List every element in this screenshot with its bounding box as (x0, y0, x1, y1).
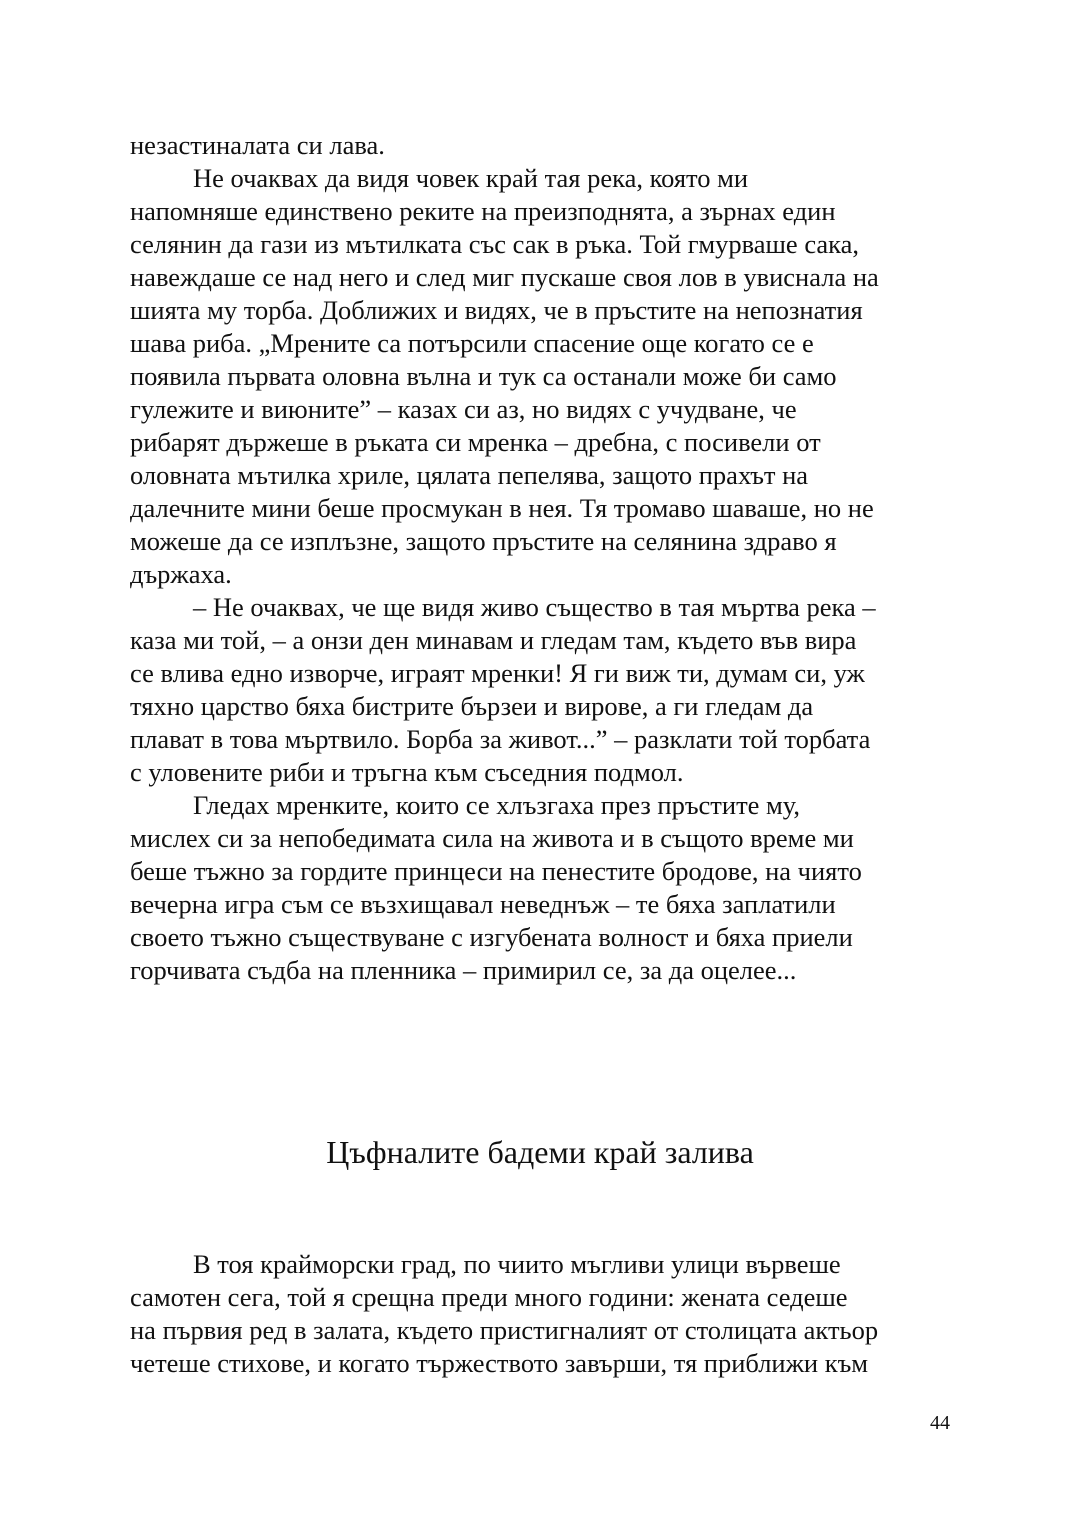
text-line: гулежите и виюните” – казах си аз, но видях с учудване, че (130, 394, 797, 424)
text-line: навеждаше се над него и след миг пускаше своя лов в увиснала на (130, 262, 879, 292)
text-line: рибарят държеше в ръката си мренка – дребна, с посивели от (130, 427, 821, 457)
text-line: можеше да се изплъзне, защото пръстите на селянина здраво я (130, 526, 837, 556)
text-line: вечерна игра съм се възхищавал неведнъж – те бяха заплатили (130, 889, 836, 919)
text-line: своето тъжно съществуване с изгубената волност и бяха приели (130, 922, 853, 952)
text-line: на първия ред в залата, където пристигналият от столицата актьор (130, 1315, 879, 1345)
text-line: Не очаквах да видя човек край тая река, която ми (193, 163, 749, 193)
text-line: с уловените риби и тръгна към съседния подмол. (130, 757, 684, 787)
text-line: каза ми той, – а онзи ден минавам и гледам там, където във вира (130, 625, 857, 655)
page-number: 44 (930, 1412, 950, 1434)
text-line: горчивата съдба на пленника – примирил се, за да оцелее... (130, 955, 797, 985)
text-line: селянин да гази из мътилката със сак в ръка. Той гмурваше сака, (130, 229, 860, 259)
section-title: Цъфналите бадеми край залива (326, 1134, 754, 1170)
text-line: се влива едно изворче, играят мренки! Я ги виж ти, думам си, уж (130, 658, 865, 688)
text-line: самотен сега, той я срещна преди много години: жената седеше (130, 1282, 848, 1312)
text-line: появила първата оловна вълна и тук са останали може би само (130, 361, 837, 391)
text-line: В тоя крайморски град, по чиито мъгливи улици вървеше (193, 1249, 841, 1279)
text-line: шията му торба. Доближих и видях, че в пръстите на непознатия (130, 295, 863, 325)
text-line: Гледах мренките, които се хлъзгаха през пръстите му, (193, 790, 801, 820)
new-story-text (130, 1248, 960, 1380)
story-ending-text (130, 129, 960, 987)
text-line: – Не очаквах, че ще видя живо същество в тая мъртва река – (193, 592, 876, 622)
text-line: четеше стихове, и когато тържеството завърши, тя приближи към (130, 1348, 869, 1378)
text-line: напомняше единствено реките на преизподнята, а зърнах един (130, 196, 836, 226)
text-line: шава риба. „Мрените са потърсили спасение още когато се е (130, 328, 814, 358)
text-line: плават в това мъртвило. Борба за живот...” – разклати той торбата (130, 724, 871, 754)
text-line: тяхно царство бяха бистрите бързеи и вирове, а ги гледам да (130, 691, 814, 721)
text-line: беше тъжно за гордите принцеси на пенестите бродове, на чиято (130, 856, 862, 886)
text-line: оловната мътилка хриле, цялата пепелява, защото прахът на (130, 460, 809, 490)
text-line: незастиналата си лава. (130, 130, 385, 160)
text-line: мислех си за непобедимата сила на живота и в същото време ми (130, 823, 854, 853)
text-line: държаха. (130, 559, 232, 589)
text-line: далечните мини беше просмукан в нея. Тя тромаво шаваше, но не (130, 493, 874, 523)
